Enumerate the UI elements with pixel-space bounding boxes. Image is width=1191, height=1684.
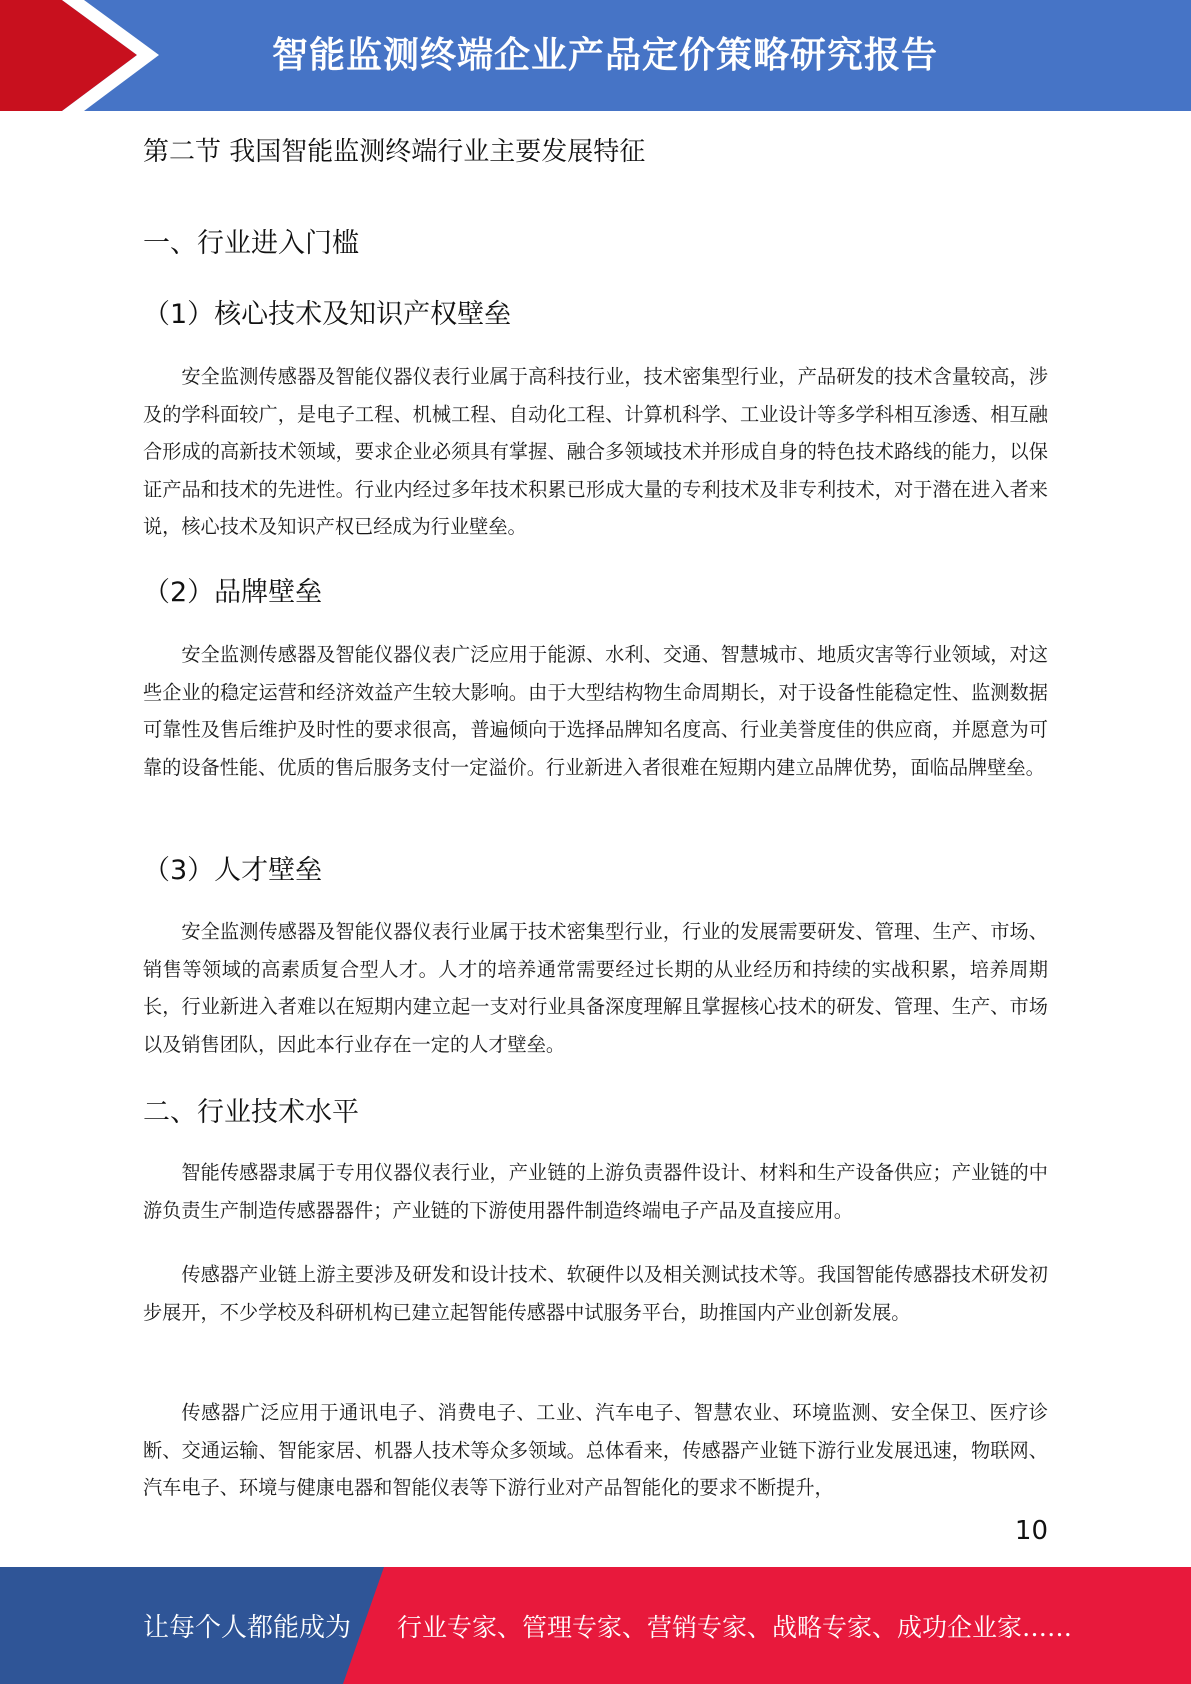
heading-entry-barriers: 一、行业进入门槛 xyxy=(143,228,359,259)
paragraph-industry-chain: 智能传感器隶属于专用仪器仪表行业，产业链的上游负责器件设计、材料和生产设备供应；产业链的中游负责生产制造传感器器件；产业链的下游使用器件制造终端电子产品及直接应用。 xyxy=(143,1161,1048,1222)
report-title: 智能监测终端企业产品定价策略研究报告 xyxy=(271,34,938,76)
footer-banner xyxy=(0,1567,1191,1684)
header-banner xyxy=(0,0,1191,111)
subheading-talent: （3）人才壁垒 xyxy=(143,855,323,886)
footer-slogan-right: 行业专家、管理专家、营销专家、战略专家、成功企业家…… xyxy=(397,1612,1073,1642)
paragraph-brand: 安全监测传感器及智能仪器仪表广泛应用于能源、水利、交通、智慧城市、地质灾害等行业领域，对这些企业的稳定运营和经济效益产生较大影响。由于大型结构物生命周期长，对于设备性能稳定性、监测数据可靠性及售后维护及时性的要求很高，普遍倾向于选择品牌知名度高、行业美誉度佳的供应商，并愿意为可靠的设备性能、优质的售后服务支付一定溢价。行业新进入者很难在短期内建立品牌优势，面临品牌壁垒。 xyxy=(143,643,1048,779)
paragraph-talent: 安全监测传感器及智能仪器仪表行业属于技术密集型行业，行业的发展需要研发、管理、生产、市场、销售等领域的高素质复合型人才。人才的培养通常需要经过长期的从业经历和持续的实战积累，培养周期长，行业新进入者难以在短期内建立起一支对行业具备深度理解且掌握核心技术的研发、管理、生产、市场以及销售团队，因此本行业存在一定的人才壁垒。 xyxy=(143,920,1048,1056)
section-title: 第二节 我国智能监测终端行业主要发展特征 xyxy=(143,137,646,167)
paragraph-downstream: 传感器广泛应用于通讯电子、消费电子、工业、汽车电子、智慧农业、环境监测、安全保卫、医疗诊断、交通运输、智能家居、机器人技术等众多领域。总体看来，传感器产业链下游行业发展迅速，物联网、汽车电子、环境与健康电器和智能仪表等下游行业对产品智能化的要求不断提升， xyxy=(143,1401,1048,1499)
paragraph-upstream: 传感器产业链上游主要涉及研发和设计技术、软硬件以及相关测试技术等。我国智能传感器技术研发初步展开，不少学校及科研机构已建立起智能传感器中试服务平台，助推国内产业创新发展。 xyxy=(143,1263,1048,1324)
subheading-brand: （2）品牌壁垒 xyxy=(143,577,323,608)
paragraph-core-tech: 安全监测传感器及智能仪器仪表行业属于高科技行业，技术密集型行业，产品研发的技术含量较高，涉及的学科面较广，是电子工程、机械工程、自动化工程、计算机科学、工业设计等多学科相互渗透、相互融合形成的高新技术领域，要求企业必须具有掌握、融合多领域技术并形成自身的特色技术路线的能力，以保证产品和技术的先进性。行业内经过多年技术积累已形成大量的专利技术及非专利技术，对于潜在进入者来说，核心技术及知识产权已经成为行业壁垒。 xyxy=(143,365,1048,538)
subheading-core-tech: （1）核心技术及知识产权壁垒 xyxy=(143,299,512,330)
footer-slogan-left: 让每个人都能成为 xyxy=(143,1613,352,1643)
heading-tech-level: 二、行业技术水平 xyxy=(143,1097,359,1128)
page-number: 10 xyxy=(1014,1516,1048,1546)
